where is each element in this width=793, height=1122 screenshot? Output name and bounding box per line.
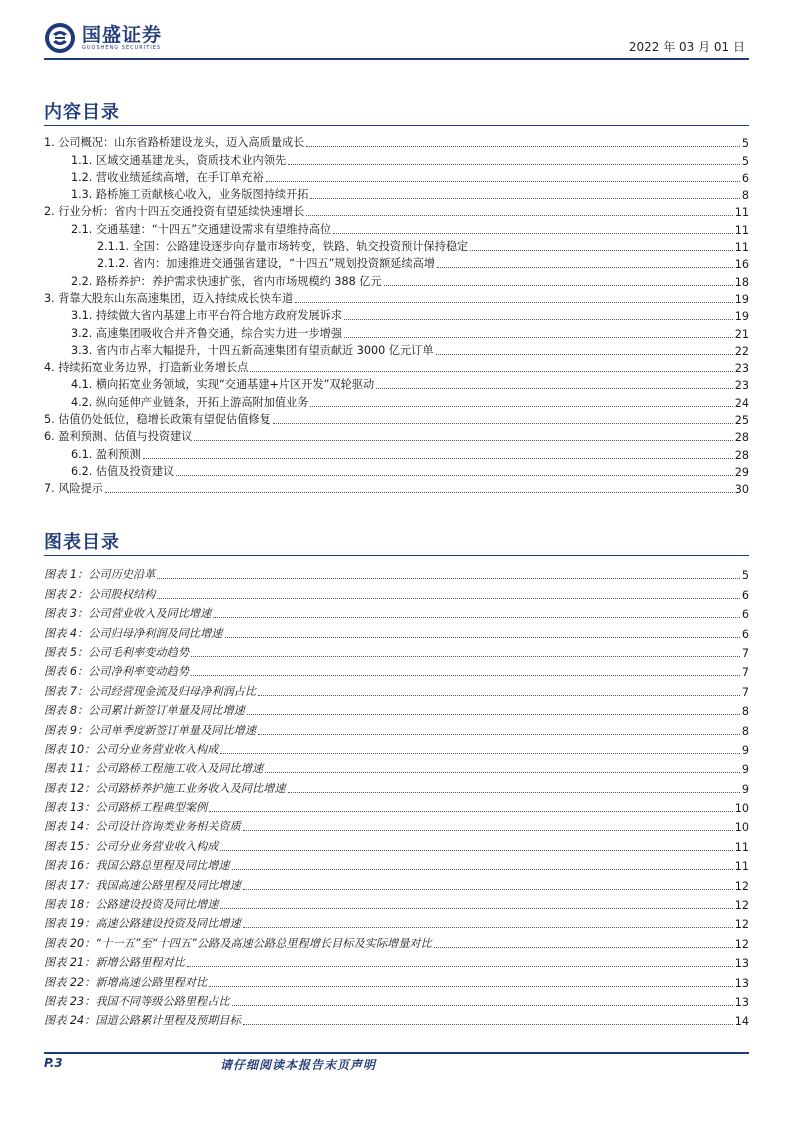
figure-entry-text: 图表 6：公司净利率变动趋势 — [44, 665, 189, 679]
figure-entry[interactable] — [44, 834, 749, 853]
toc-entry-page: 11 — [734, 206, 749, 220]
figure-entry-page: 12 — [734, 937, 749, 951]
toc-entry-page: 11 — [734, 241, 749, 255]
dot-leader — [143, 457, 733, 459]
dot-leader — [265, 771, 740, 773]
figure-entry-text: 图表 24：国道公路累计里程及预期目标 — [44, 1014, 241, 1028]
page-header — [0, 0, 793, 62]
dot-leader — [384, 284, 733, 286]
dot-leader — [310, 405, 732, 407]
figure-entry[interactable] — [44, 699, 749, 718]
figure-entry-page: 7 — [741, 666, 749, 680]
figure-entry-page: 10 — [734, 802, 749, 816]
figure-entry[interactable] — [44, 738, 749, 757]
toc-title-divider — [44, 125, 749, 126]
dot-leader — [220, 907, 732, 909]
company-name-en: GUOSHENG SECURITIES — [82, 44, 162, 51]
dot-leader — [266, 180, 740, 182]
dot-leader — [295, 301, 733, 303]
figure-entry-page: 6 — [741, 608, 749, 622]
toc-entry-page: 24 — [734, 396, 749, 410]
table-of-contents — [44, 133, 749, 496]
figure-entry-page: 7 — [741, 685, 749, 699]
figure-entry[interactable] — [44, 951, 749, 970]
toc-entry[interactable] — [44, 185, 749, 202]
toc-entry-page: 5 — [741, 154, 749, 168]
dot-leader — [344, 336, 733, 338]
figure-entry[interactable] — [44, 873, 749, 892]
figure-entry[interactable] — [44, 931, 749, 950]
toc-entry-text: 1. 公司概况：山东省路桥建设龙头，迈入高质量成长 — [44, 136, 305, 150]
figure-entry-text: 图表 13：公司路桥工程典型案例 — [44, 801, 208, 815]
toc-entry[interactable] — [44, 237, 749, 254]
figure-entry-page: 6 — [741, 588, 749, 602]
toc-entry-page: 23 — [734, 379, 749, 393]
figure-entry[interactable] — [44, 990, 749, 1009]
toc-entry-text: 4.2. 纵向延伸产业链条，开拓上游高附加值业务 — [44, 394, 310, 410]
toc-entry-text: 2.1. 交通基建：“十四五”交通建设需求有望维持高位 — [44, 221, 333, 237]
toc-entry-text: 6. 盈利预测、估值与投资建议 — [44, 430, 193, 444]
figure-entry-text: 图表 8：公司累计新签订单量及同比增速 — [44, 704, 245, 718]
figure-entry[interactable] — [44, 563, 749, 582]
dot-leader — [306, 145, 740, 147]
figure-entry-page: 11 — [734, 860, 749, 874]
header-divider — [44, 58, 749, 60]
figure-entry[interactable] — [44, 679, 749, 698]
guosheng-logo-icon — [44, 22, 76, 54]
toc-entry[interactable] — [44, 427, 749, 444]
toc-entry-text: 1.2. 营收业绩延续高增，在手订单充裕 — [44, 169, 266, 185]
figure-entry[interactable] — [44, 796, 749, 815]
figure-entry[interactable] — [44, 854, 749, 873]
dot-leader — [376, 387, 733, 389]
figures-title-divider — [44, 555, 749, 556]
figure-entry[interactable] — [44, 912, 749, 931]
toc-entry-page: 6 — [741, 171, 749, 185]
toc-entry-page: 19 — [734, 292, 749, 306]
dot-leader — [209, 810, 733, 812]
dot-leader — [191, 674, 740, 676]
toc-entry-page: 16 — [734, 258, 749, 272]
figure-entry-page: 9 — [741, 782, 749, 796]
figure-entry-text: 图表 20：“十一五”至“十四五”公路及高速公路总里程增长目标及实际增量对比 — [44, 936, 432, 950]
toc-entry-text: 2.1.2. 省内：加速推进交通强省建设，“十四五”规划投资额延续高增 — [44, 255, 437, 271]
toc-entry[interactable] — [44, 410, 749, 427]
disclaimer-note: 请仔细阅读本报告末页声明 — [220, 1058, 377, 1072]
figure-entry-text: 图表 11：公司路桥工程施工收入及同比增速 — [44, 762, 264, 776]
toc-entry-text: 1.3. 路桥施工贡献核心收入，业务版图持续开拓 — [44, 186, 310, 202]
dot-leader — [436, 353, 733, 355]
figure-entry-text: 图表 12：公司路桥养护施工业务收入及同比增速 — [44, 781, 286, 795]
dot-leader — [288, 791, 740, 793]
toc-entry[interactable] — [44, 392, 749, 409]
figure-entry-text: 图表 10：公司分业务营业收入构成 — [44, 742, 219, 756]
figure-entry-text: 图表 18：公路建设投资及同比增速 — [44, 898, 219, 912]
toc-entry-page: 19 — [734, 310, 749, 324]
page-number: P.3 — [44, 1056, 63, 1070]
figure-entry-text: 图表 22：新增高速公路里程对比 — [44, 975, 208, 989]
dot-leader — [176, 474, 733, 476]
dot-leader — [243, 926, 733, 928]
toc-entry-text: 5. 估值仍处低位，稳增长政策有望促估值修复 — [44, 413, 271, 427]
toc-entry-text: 6.1. 盈利预测 — [44, 446, 143, 462]
figure-entry[interactable] — [44, 660, 749, 679]
dot-leader — [191, 655, 740, 657]
figure-entry-page: 7 — [741, 646, 749, 660]
dot-leader — [344, 318, 733, 320]
figure-entry-page: 12 — [734, 879, 749, 893]
toc-title: 内容目录 — [44, 102, 120, 123]
figure-entry-page: 8 — [741, 705, 749, 719]
figure-entry-text: 图表 3：公司营业收入及同比增速 — [44, 607, 212, 621]
dot-leader — [232, 868, 733, 870]
toc-entry-text: 2.1.1. 全国：公路建设逐步向存量市场转变，铁路、轨交投资预计保持稳定 — [44, 238, 470, 254]
figure-entry-text: 图表 9：公司单季度新签订单量及同比增速 — [44, 723, 257, 737]
toc-entry[interactable] — [44, 306, 749, 323]
toc-entry[interactable] — [44, 133, 749, 150]
toc-entry-text: 2. 行业分析：省内十四五交通投资有望延续快速增长 — [44, 205, 305, 219]
figure-entry-page: 13 — [734, 995, 749, 1009]
toc-entry-text: 1.1. 区域交通基建龙头，资质技术业内领先 — [44, 152, 288, 168]
figure-entry-page: 6 — [741, 627, 749, 641]
dot-leader — [470, 249, 733, 251]
figure-entry-page: 13 — [734, 957, 749, 971]
figure-entry-text: 图表 15：公司分业务营业收入构成 — [44, 839, 219, 853]
toc-entry[interactable] — [44, 202, 749, 219]
figure-entry[interactable] — [44, 582, 749, 601]
dot-leader — [213, 616, 740, 618]
dot-leader — [310, 197, 739, 199]
dot-leader — [333, 232, 733, 234]
figures-title: 图表目录 — [44, 532, 120, 553]
figure-entry[interactable] — [44, 602, 749, 621]
company-name-cn: 国盛证券 — [82, 23, 163, 46]
dot-leader — [194, 439, 732, 441]
figure-entry-text: 图表 17：我国高速公路里程及同比增速 — [44, 878, 241, 892]
dot-leader — [209, 985, 733, 987]
figure-entry-text: 图表 5：公司毛利率变动趋势 — [44, 645, 189, 659]
toc-entry[interactable] — [44, 271, 749, 288]
dot-leader — [157, 577, 740, 579]
figure-entry-page: 5 — [741, 569, 749, 583]
dot-leader — [247, 713, 740, 715]
toc-entry[interactable] — [44, 479, 749, 496]
figure-entry-text: 图表 2：公司股权结构 — [44, 587, 156, 601]
figure-entry[interactable] — [44, 893, 749, 912]
toc-entry-page: 23 — [734, 362, 749, 376]
toc-entry-text: 3.3. 省内市占率大幅提升，十四五新高速集团有望贡献近 3000 亿元订单 — [44, 342, 436, 358]
toc-entry[interactable] — [44, 254, 749, 271]
toc-entry-text: 7. 风险提示 — [44, 482, 103, 496]
figure-entry-text: 图表 19：高速公路建设投资及同比增速 — [44, 917, 241, 931]
toc-entry[interactable] — [44, 462, 749, 479]
toc-entry-page: 21 — [734, 327, 749, 341]
figure-entry-text: 图表 16：我国公路总里程及同比增速 — [44, 859, 230, 873]
figure-entry-page: 13 — [734, 976, 749, 990]
toc-entry-text: 4.1. 横向拓宽业务领域，实现“交通基建+片区开发”双轮驱动 — [44, 376, 376, 392]
figure-entry[interactable] — [44, 815, 749, 834]
dot-leader — [105, 491, 733, 493]
toc-entry-text: 3.1. 持续做大省内基建上市平台符合地方政府发展诉求 — [44, 307, 344, 323]
dot-leader — [258, 694, 740, 696]
toc-entry-page: 8 — [741, 189, 749, 203]
toc-entry-page: 29 — [734, 465, 749, 479]
figure-entry[interactable] — [44, 757, 749, 776]
figure-entry-page: 12 — [734, 918, 749, 932]
toc-entry-text: 3. 背靠大股东山东高速集团，迈入持续成长快车道 — [44, 291, 294, 305]
toc-entry[interactable] — [44, 219, 749, 236]
figure-entry[interactable] — [44, 641, 749, 660]
dot-leader — [220, 849, 732, 851]
dot-leader — [250, 370, 732, 372]
figure-entry[interactable] — [44, 718, 749, 737]
dot-leader — [187, 965, 733, 967]
figures-list — [44, 563, 749, 1028]
figure-entry[interactable] — [44, 621, 749, 640]
figure-entry-page: 9 — [741, 763, 749, 777]
toc-entry[interactable] — [44, 358, 749, 375]
toc-entry-page: 22 — [734, 344, 749, 358]
toc-entry-text: 4. 持续拓宽业务边界，打造新业务增长点 — [44, 361, 249, 375]
toc-entry-page: 5 — [741, 137, 749, 151]
report-date: 2022 年 03 月 01 日 — [628, 40, 745, 54]
toc-entry[interactable] — [44, 150, 749, 167]
figure-entry-page: 12 — [734, 899, 749, 913]
dot-leader — [243, 888, 733, 890]
figure-entry-page: 10 — [734, 821, 749, 835]
toc-entry-page: 28 — [734, 431, 749, 445]
dot-leader — [232, 1004, 733, 1006]
toc-entry-page: 11 — [734, 223, 749, 237]
figure-entry-page: 14 — [734, 1015, 749, 1029]
figure-entry-text: 图表 14：公司设计咨询类业务相关资质 — [44, 820, 241, 834]
footer-divider — [44, 1052, 749, 1054]
toc-entry-text: 3.2. 高速集团吸收合并齐鲁交通，综合实力进一步增强 — [44, 325, 344, 341]
toc-entry-page: 18 — [734, 275, 749, 289]
dot-leader — [258, 733, 740, 735]
dot-leader — [243, 1023, 733, 1025]
figure-entry[interactable] — [44, 776, 749, 795]
toc-entry[interactable] — [44, 289, 749, 306]
figure-entry-text: 图表 21：新增公路里程对比 — [44, 956, 185, 970]
dot-leader — [220, 752, 739, 754]
company-logo — [44, 22, 162, 54]
dot-leader — [273, 422, 733, 424]
dot-leader — [288, 163, 740, 165]
figure-entry-text: 图表 23：我国不同等级公路里程占比 — [44, 994, 230, 1008]
toc-entry[interactable] — [44, 444, 749, 461]
figure-entry-text: 图表 1：公司历史沿革 — [44, 568, 156, 582]
dot-leader — [225, 636, 740, 638]
toc-entry[interactable] — [44, 323, 749, 340]
dot-leader — [157, 597, 740, 599]
figure-entry-text: 图表 4：公司归母净利润及同比增速 — [44, 626, 223, 640]
figure-entry[interactable] — [44, 1009, 749, 1028]
dot-leader — [437, 266, 733, 268]
toc-entry-page: 28 — [734, 448, 749, 462]
figure-entry-page: 11 — [734, 840, 749, 854]
figure-entry-text: 图表 7：公司经营现金流及归母净利润占比 — [44, 684, 257, 698]
toc-entry[interactable] — [44, 168, 749, 185]
figure-entry-page: 9 — [741, 743, 749, 757]
figure-entry[interactable] — [44, 970, 749, 989]
toc-entry-text: 6.2. 估值及投资建议 — [44, 463, 176, 479]
figure-entry-page: 8 — [741, 724, 749, 738]
toc-entry-page: 30 — [734, 483, 749, 497]
toc-entry-page: 25 — [734, 414, 749, 428]
toc-entry-text: 2.2. 路桥养护：养护需求快速扩张，省内市场规模约 388 亿元 — [44, 273, 384, 289]
dot-leader — [434, 946, 733, 948]
toc-entry[interactable] — [44, 341, 749, 358]
dot-leader — [243, 829, 733, 831]
dot-leader — [306, 214, 732, 216]
toc-entry[interactable] — [44, 375, 749, 392]
